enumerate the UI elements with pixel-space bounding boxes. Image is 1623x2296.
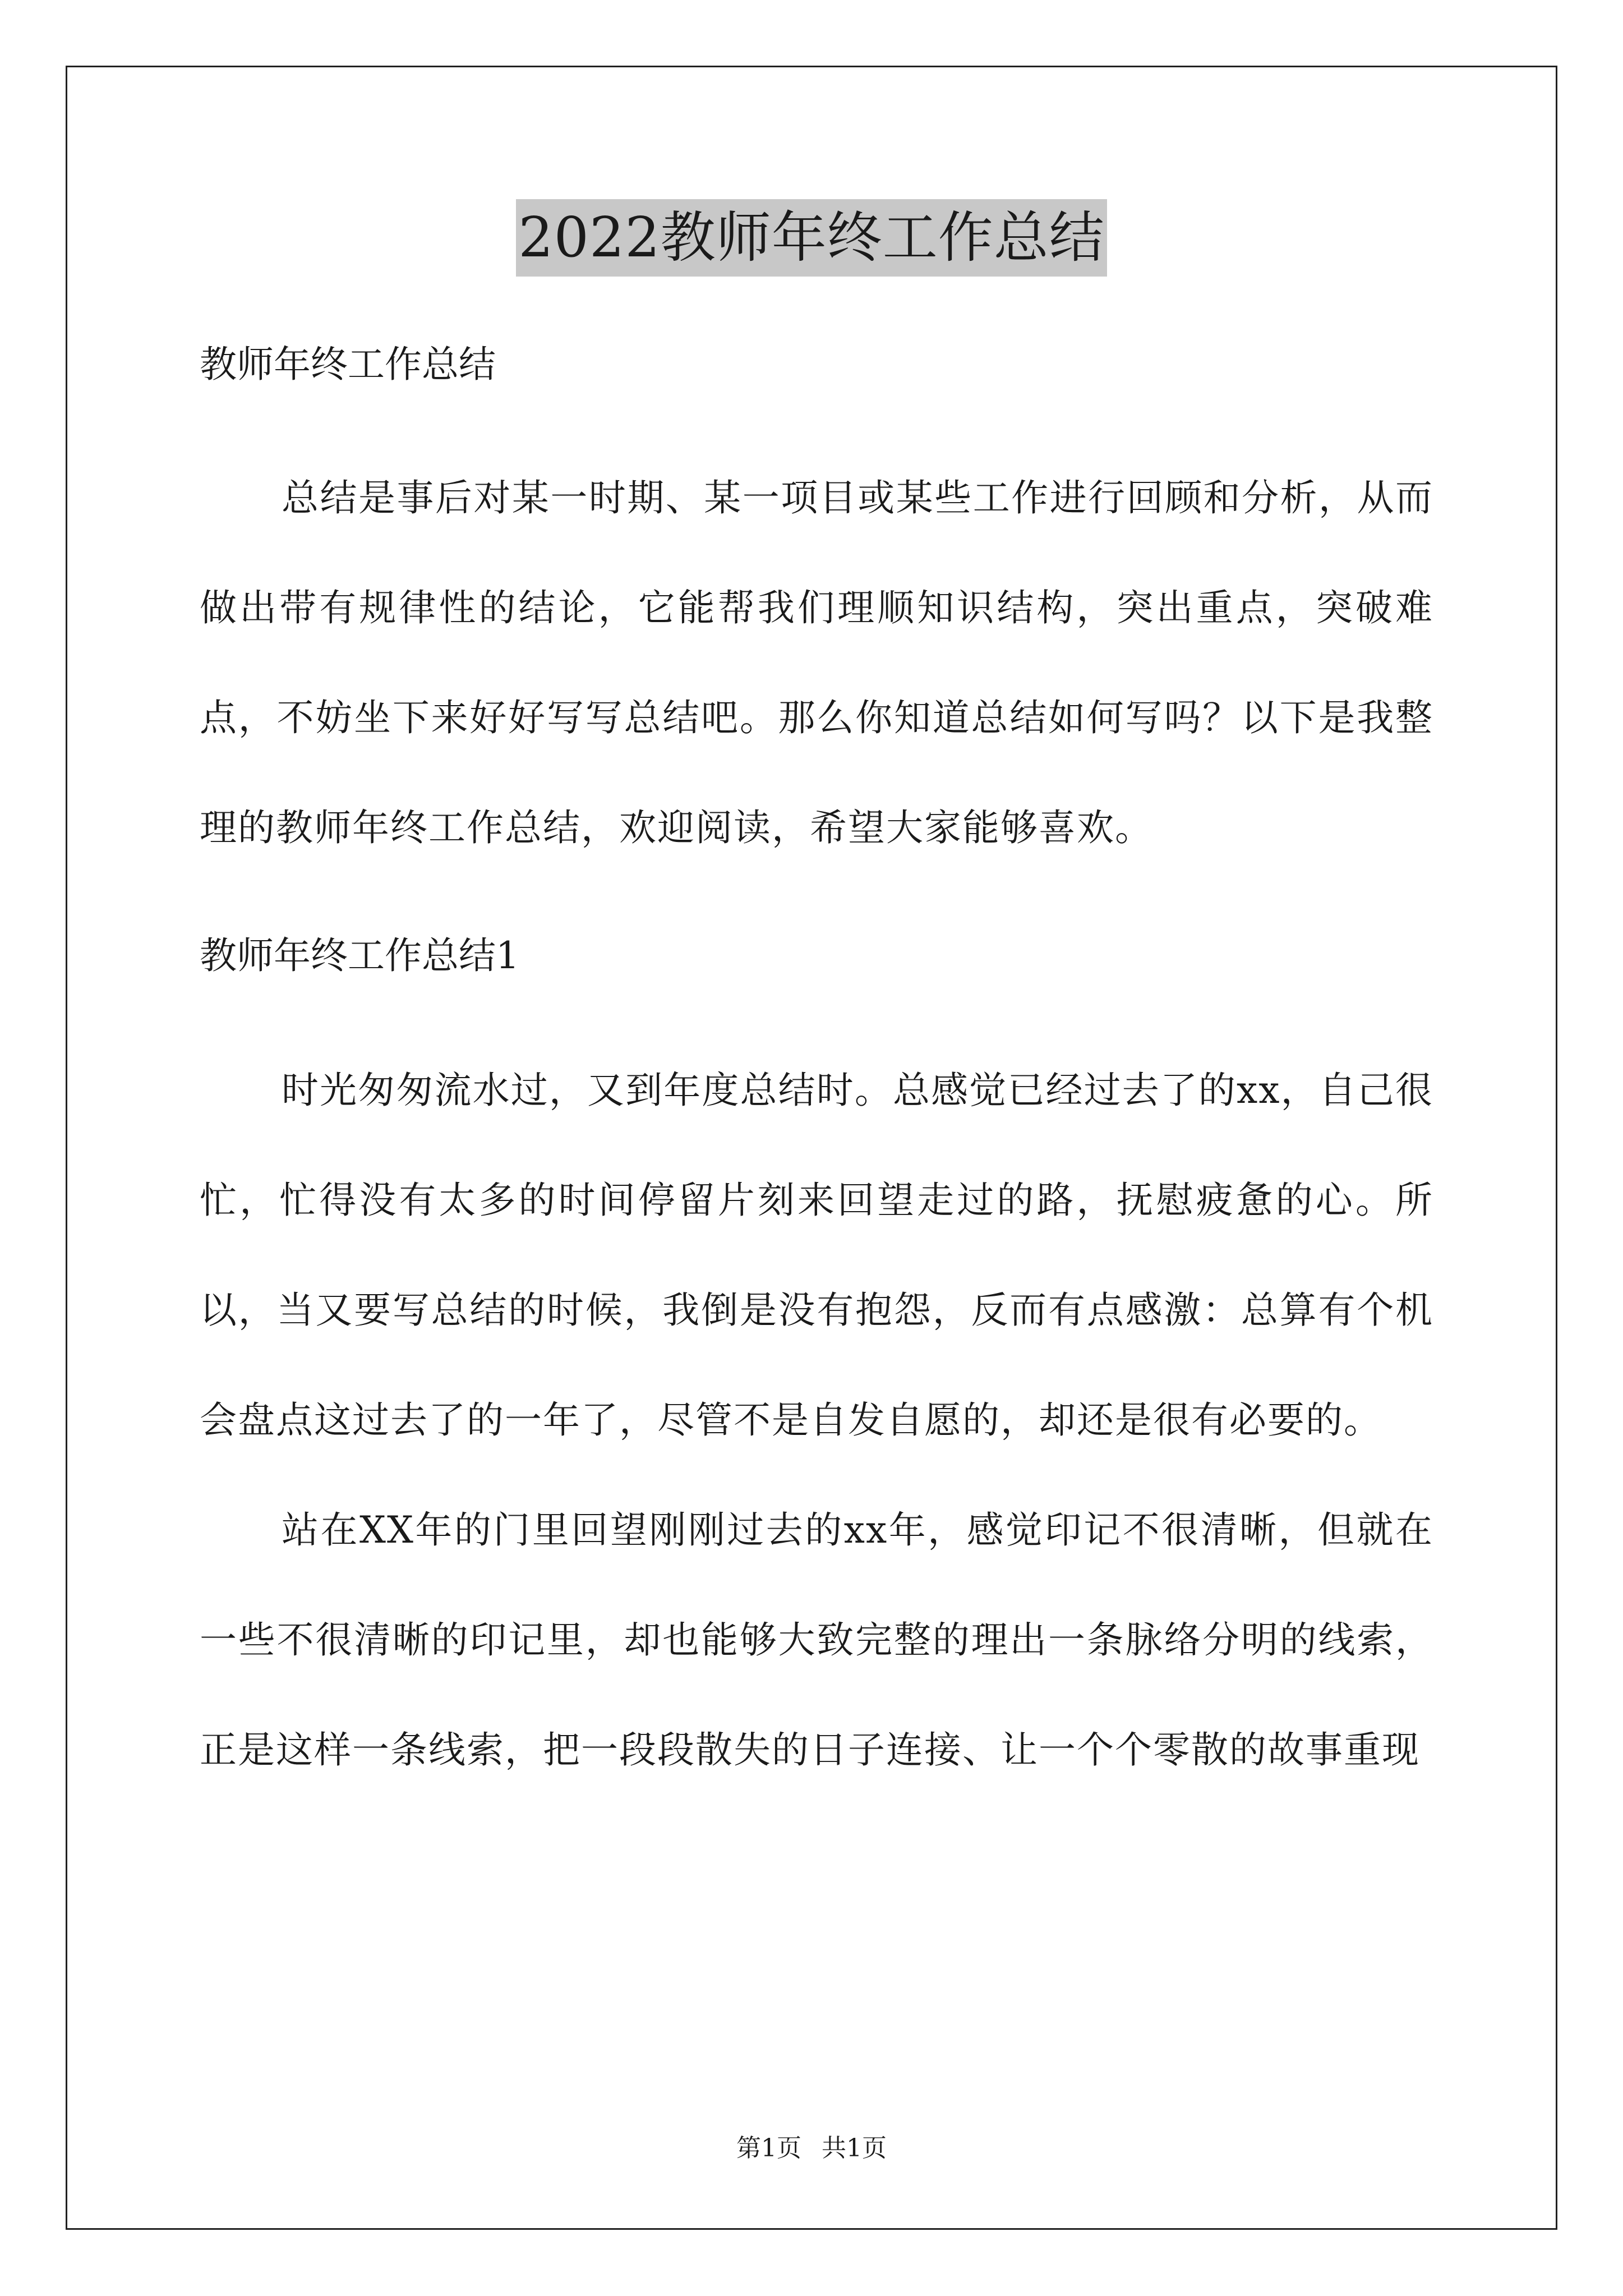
page-number: 第1页 — [736, 2134, 801, 2162]
page-footer — [0, 2132, 1623, 2165]
document-title: 2022教师年终工作总结 — [516, 199, 1106, 277]
intro-heading: 教师年终工作总结 — [200, 343, 496, 386]
document-body — [200, 337, 1433, 1805]
section-paragraph: 站在XX年的门里回望刚刚过去的xx年，感觉印记不很清晰，但就在一些不很清晰的印记里，却也能够大致完整的理出一条脉络分明的线索，正是这样一条线索，把一段段散失的日子连接、让一个个零散的故事重现 — [200, 1508, 1433, 1772]
intro-paragraph: 总结是事后对某一时期、某一项目或某些工作进行回顾和分析，从而做出带有规律性的结论，它能帮我们理顺知识结构，突出重点，突破难点，不妨坐下来好好写写总结吧。那么你知道总结如何写吗？以下是我整理的教师年终工作总结，欢迎阅读，希望大家能够喜欢。 — [200, 476, 1433, 849]
section-paragraph: 时光匆匆流水过，又到年度总结时。总感觉已经过去了的xx，自己很忙，忙得没有太多的时间停留片刻来回望走过的路，抚慰疲惫的心。所以，当又要写总结的时候，我倒是没有抱怨，反而有点感激：总算有个机会盘点这过去了的一年了，尽管不是自发自愿的，却还是很有必要的。 — [200, 1069, 1433, 1442]
title-container — [0, 199, 1623, 277]
page-total: 共1页 — [822, 2134, 887, 2162]
section-heading: 教师年终工作总结1 — [200, 934, 519, 977]
